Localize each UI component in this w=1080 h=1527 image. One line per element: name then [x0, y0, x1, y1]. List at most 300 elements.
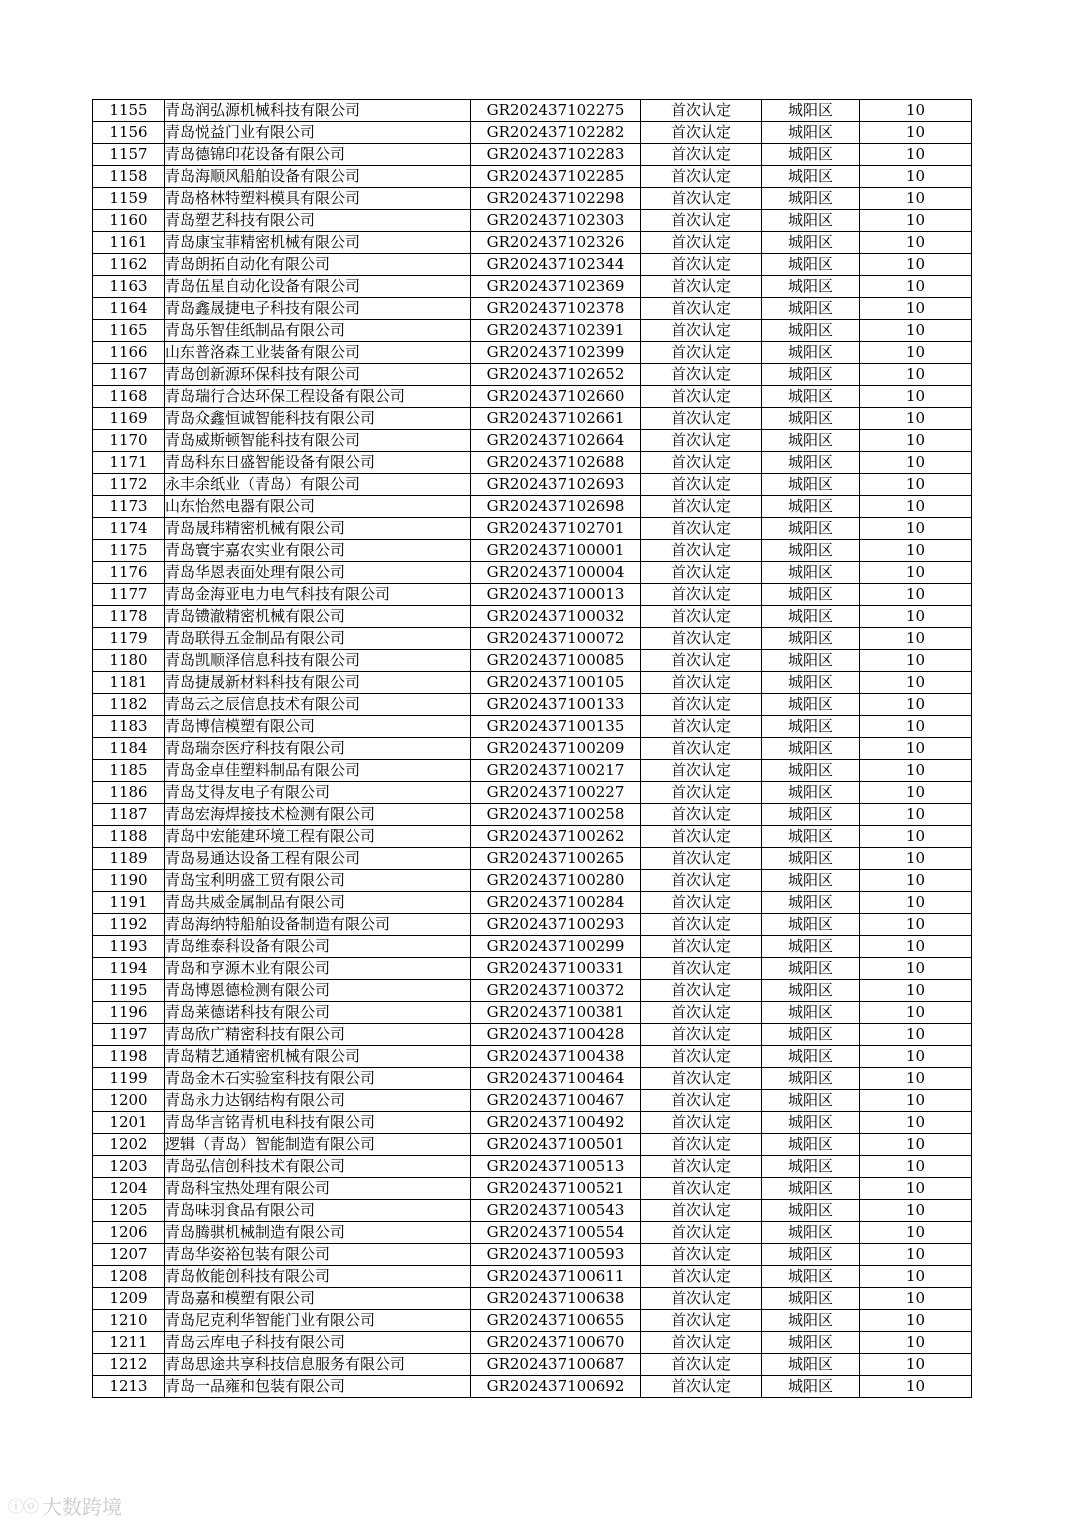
district: 城阳区 [762, 1002, 860, 1024]
company-name: 青岛中宏能建环境工程有限公司 [165, 826, 471, 848]
certification-type: 首次认定 [641, 144, 762, 166]
certification-type: 首次认定 [641, 1244, 762, 1266]
company-name: 青岛弘信创科技术有限公司 [165, 1156, 471, 1178]
district: 城阳区 [762, 1332, 860, 1354]
amount: 10 [860, 1222, 972, 1244]
company-name: 青岛博恩德检测有限公司 [165, 980, 471, 1002]
company-name: 青岛康宝菲精密机械有限公司 [165, 232, 471, 254]
row-number: 1196 [93, 1002, 165, 1024]
certificate-number: GR202437102303 [471, 210, 641, 232]
amount: 10 [860, 760, 972, 782]
table-row [93, 100, 972, 122]
table-row [93, 782, 972, 804]
certificate-number: GR202437102285 [471, 166, 641, 188]
table-row [93, 694, 972, 716]
amount: 10 [860, 606, 972, 628]
district: 城阳区 [762, 892, 860, 914]
table-row [93, 210, 972, 232]
certificate-number: GR202437102688 [471, 452, 641, 474]
company-name: 青岛格林特塑料模具有限公司 [165, 188, 471, 210]
company-name: 青岛悦益门业有限公司 [165, 122, 471, 144]
company-name: 青岛乐智佳纸制品有限公司 [165, 320, 471, 342]
amount: 10 [860, 364, 972, 386]
table-row [93, 1310, 972, 1332]
amount: 10 [860, 694, 972, 716]
certificate-number: GR202437100284 [471, 892, 641, 914]
table-row [93, 1002, 972, 1024]
row-number: 1191 [93, 892, 165, 914]
amount: 10 [860, 518, 972, 540]
certification-type: 首次认定 [641, 254, 762, 276]
company-name: 青岛永力达钢结构有限公司 [165, 1090, 471, 1112]
certificate-number: GR202437100521 [471, 1178, 641, 1200]
row-number: 1185 [93, 760, 165, 782]
company-name: 青岛易通达设备工程有限公司 [165, 848, 471, 870]
row-number: 1166 [93, 342, 165, 364]
table-row [93, 320, 972, 342]
amount: 10 [860, 1156, 972, 1178]
district: 城阳区 [762, 1222, 860, 1244]
row-number: 1183 [93, 716, 165, 738]
district: 城阳区 [762, 100, 860, 122]
company-name: 青岛博信模塑有限公司 [165, 716, 471, 738]
district: 城阳区 [762, 1024, 860, 1046]
certification-type: 首次认定 [641, 188, 762, 210]
row-number: 1181 [93, 672, 165, 694]
certification-type: 首次认定 [641, 320, 762, 342]
certificate-number: GR202437100438 [471, 1046, 641, 1068]
district: 城阳区 [762, 518, 860, 540]
company-name: 青岛镄澈精密机械有限公司 [165, 606, 471, 628]
row-number: 1188 [93, 826, 165, 848]
table-row [93, 166, 972, 188]
amount: 10 [860, 540, 972, 562]
certificate-number: GR202437100331 [471, 958, 641, 980]
table-row [93, 1046, 972, 1068]
row-number: 1159 [93, 188, 165, 210]
certificate-number: GR202437100258 [471, 804, 641, 826]
certification-type: 首次认定 [641, 650, 762, 672]
certificate-number: GR202437100209 [471, 738, 641, 760]
certification-type: 首次认定 [641, 276, 762, 298]
certificate-number: GR202437100217 [471, 760, 641, 782]
table-row [93, 650, 972, 672]
district: 城阳区 [762, 540, 860, 562]
table-row [93, 628, 972, 650]
district: 城阳区 [762, 1112, 860, 1134]
table-row [93, 1376, 972, 1398]
table-row [93, 1112, 972, 1134]
company-name: 青岛众鑫恒诚智能科技有限公司 [165, 408, 471, 430]
district: 城阳区 [762, 958, 860, 980]
company-name: 青岛凯顺泽信息科技有限公司 [165, 650, 471, 672]
watermark [8, 1491, 122, 1520]
certification-type: 首次认定 [641, 1068, 762, 1090]
certification-type: 首次认定 [641, 122, 762, 144]
row-number: 1186 [93, 782, 165, 804]
certification-type: 首次认定 [641, 210, 762, 232]
table-row [93, 254, 972, 276]
district: 城阳区 [762, 210, 860, 232]
certificate-number: GR202437100467 [471, 1090, 641, 1112]
table-row [93, 1222, 972, 1244]
district: 城阳区 [762, 606, 860, 628]
company-name: 青岛朗拓自动化有限公司 [165, 254, 471, 276]
certificate-number: GR202437100372 [471, 980, 641, 1002]
watermark-logo-icon: ⓘⓞ [8, 1497, 39, 1516]
district: 城阳区 [762, 694, 860, 716]
district: 城阳区 [762, 1200, 860, 1222]
certificate-number: GR202437100299 [471, 936, 641, 958]
district: 城阳区 [762, 782, 860, 804]
district: 城阳区 [762, 364, 860, 386]
certification-type: 首次认定 [641, 430, 762, 452]
certification-type: 首次认定 [641, 342, 762, 364]
company-name: 青岛思途共享科技信息服务有限公司 [165, 1354, 471, 1376]
certificate-number: GR202437100105 [471, 672, 641, 694]
district: 城阳区 [762, 1266, 860, 1288]
company-name: 青岛鑫晟捷电子科技有限公司 [165, 298, 471, 320]
amount: 10 [860, 848, 972, 870]
certification-type: 首次认定 [641, 1376, 762, 1398]
table-row [93, 562, 972, 584]
table-row [93, 1266, 972, 1288]
table-row [93, 826, 972, 848]
table-row [93, 1178, 972, 1200]
amount: 10 [860, 100, 972, 122]
certificate-number: GR202437100428 [471, 1024, 641, 1046]
certificate-number: GR202437100593 [471, 1244, 641, 1266]
certificate-number: GR202437102399 [471, 342, 641, 364]
row-number: 1198 [93, 1046, 165, 1068]
certificate-number: GR202437102661 [471, 408, 641, 430]
certificate-number: GR202437100655 [471, 1310, 641, 1332]
certificate-number: GR202437100692 [471, 1376, 641, 1398]
row-number: 1193 [93, 936, 165, 958]
district: 城阳区 [762, 166, 860, 188]
row-number: 1184 [93, 738, 165, 760]
table-row [93, 848, 972, 870]
amount: 10 [860, 1376, 972, 1398]
company-name: 青岛伍星自动化设备有限公司 [165, 276, 471, 298]
certification-type: 首次认定 [641, 1002, 762, 1024]
row-number: 1210 [93, 1310, 165, 1332]
certificate-number: GR202437100072 [471, 628, 641, 650]
certificate-number: GR202437100554 [471, 1222, 641, 1244]
row-number: 1189 [93, 848, 165, 870]
certificate-number: GR202437100085 [471, 650, 641, 672]
company-name: 青岛尼克利华智能门业有限公司 [165, 1310, 471, 1332]
row-number: 1195 [93, 980, 165, 1002]
company-name: 青岛海纳特船舶设备制造有限公司 [165, 914, 471, 936]
company-name: 青岛宏海焊接技术检测有限公司 [165, 804, 471, 826]
table-row [93, 980, 972, 1002]
certification-type: 首次认定 [641, 100, 762, 122]
certification-type: 首次认定 [641, 892, 762, 914]
certificate-number: GR202437100013 [471, 584, 641, 606]
company-name: 青岛和亨源木业有限公司 [165, 958, 471, 980]
certification-type: 首次认定 [641, 870, 762, 892]
district: 城阳区 [762, 474, 860, 496]
table-row [93, 1332, 972, 1354]
row-number: 1211 [93, 1332, 165, 1354]
row-number: 1202 [93, 1134, 165, 1156]
row-number: 1209 [93, 1288, 165, 1310]
amount: 10 [860, 650, 972, 672]
row-number: 1200 [93, 1090, 165, 1112]
amount: 10 [860, 804, 972, 826]
certificate-number: GR202437102344 [471, 254, 641, 276]
certification-type: 首次认定 [641, 914, 762, 936]
amount: 10 [860, 716, 972, 738]
certification-type: 首次认定 [641, 606, 762, 628]
certificate-number: GR202437102664 [471, 430, 641, 452]
amount: 10 [860, 342, 972, 364]
district: 城阳区 [762, 1376, 860, 1398]
district: 城阳区 [762, 232, 860, 254]
row-number: 1178 [93, 606, 165, 628]
certificate-number: GR202437100381 [471, 1002, 641, 1024]
district: 城阳区 [762, 430, 860, 452]
company-name: 青岛宝利明盛工贸有限公司 [165, 870, 471, 892]
table-body [93, 100, 972, 1398]
district: 城阳区 [762, 650, 860, 672]
certificate-number: GR202437102326 [471, 232, 641, 254]
row-number: 1170 [93, 430, 165, 452]
company-name: 青岛联得五金制品有限公司 [165, 628, 471, 650]
certification-type: 首次认定 [641, 1222, 762, 1244]
certificate-number: GR202437102660 [471, 386, 641, 408]
certificate-number: GR202437100280 [471, 870, 641, 892]
certificate-number: GR202437100670 [471, 1332, 641, 1354]
certificate-number: GR202437100293 [471, 914, 641, 936]
district: 城阳区 [762, 826, 860, 848]
amount: 10 [860, 1068, 972, 1090]
row-number: 1179 [93, 628, 165, 650]
certification-type: 首次认定 [641, 1046, 762, 1068]
row-number: 1172 [93, 474, 165, 496]
district: 城阳区 [762, 914, 860, 936]
company-name: 青岛攸能创科技有限公司 [165, 1266, 471, 1288]
company-name: 青岛一品雍和包装有限公司 [165, 1376, 471, 1398]
row-number: 1194 [93, 958, 165, 980]
certification-type: 首次认定 [641, 738, 762, 760]
row-number: 1168 [93, 386, 165, 408]
amount: 10 [860, 430, 972, 452]
certification-type: 首次认定 [641, 848, 762, 870]
company-name: 青岛金木石实验室科技有限公司 [165, 1068, 471, 1090]
amount: 10 [860, 320, 972, 342]
amount: 10 [860, 958, 972, 980]
district: 城阳区 [762, 298, 860, 320]
amount: 10 [860, 232, 972, 254]
table-row [93, 408, 972, 430]
company-name: 青岛科东日盛智能设备有限公司 [165, 452, 471, 474]
row-number: 1180 [93, 650, 165, 672]
amount: 10 [860, 738, 972, 760]
row-number: 1182 [93, 694, 165, 716]
row-number: 1161 [93, 232, 165, 254]
certification-type: 首次认定 [641, 760, 762, 782]
certification-type: 首次认定 [641, 958, 762, 980]
company-name: 青岛寰宇嘉农实业有限公司 [165, 540, 471, 562]
row-number: 1205 [93, 1200, 165, 1222]
district: 城阳区 [762, 254, 860, 276]
company-name: 山东怡然电器有限公司 [165, 496, 471, 518]
table-row [93, 892, 972, 914]
table-row [93, 672, 972, 694]
company-name: 青岛欣广精密科技有限公司 [165, 1024, 471, 1046]
district: 城阳区 [762, 848, 860, 870]
table-row [93, 452, 972, 474]
table-row [93, 474, 972, 496]
amount: 10 [860, 782, 972, 804]
row-number: 1197 [93, 1024, 165, 1046]
certificate-number: GR202437102283 [471, 144, 641, 166]
row-number: 1169 [93, 408, 165, 430]
district: 城阳区 [762, 804, 860, 826]
certification-type: 首次认定 [641, 1200, 762, 1222]
amount: 10 [860, 1024, 972, 1046]
certification-type: 首次认定 [641, 1090, 762, 1112]
district: 城阳区 [762, 1288, 860, 1310]
row-number: 1213 [93, 1376, 165, 1398]
row-number: 1175 [93, 540, 165, 562]
company-name: 逻辑（青岛）智能制造有限公司 [165, 1134, 471, 1156]
district: 城阳区 [762, 122, 860, 144]
amount: 10 [860, 1200, 972, 1222]
table-row [93, 496, 972, 518]
company-name: 青岛华姿裕包装有限公司 [165, 1244, 471, 1266]
row-number: 1165 [93, 320, 165, 342]
row-number: 1167 [93, 364, 165, 386]
table-row [93, 518, 972, 540]
table-row [93, 716, 972, 738]
certification-type: 首次认定 [641, 1266, 762, 1288]
certificate-number: GR202437100464 [471, 1068, 641, 1090]
company-name: 青岛艾得友电子有限公司 [165, 782, 471, 804]
company-name: 青岛味羽食品有限公司 [165, 1200, 471, 1222]
district: 城阳区 [762, 628, 860, 650]
district: 城阳区 [762, 1090, 860, 1112]
certificate-number: GR202437102282 [471, 122, 641, 144]
certification-type: 首次认定 [641, 1134, 762, 1156]
certification-type: 首次认定 [641, 936, 762, 958]
certification-type: 首次认定 [641, 474, 762, 496]
amount: 10 [860, 1244, 972, 1266]
watermark-text: 大数跨境 [42, 1495, 123, 1519]
certification-type: 首次认定 [641, 452, 762, 474]
certification-type: 首次认定 [641, 496, 762, 518]
district: 城阳区 [762, 1046, 860, 1068]
certification-type: 首次认定 [641, 804, 762, 826]
table-row [93, 430, 972, 452]
amount: 10 [860, 1332, 972, 1354]
row-number: 1158 [93, 166, 165, 188]
table-row [93, 1288, 972, 1310]
certification-type: 首次认定 [641, 628, 762, 650]
certification-type: 首次认定 [641, 782, 762, 804]
row-number: 1203 [93, 1156, 165, 1178]
table-row [93, 1156, 972, 1178]
company-name: 青岛嘉和模塑有限公司 [165, 1288, 471, 1310]
table-row [93, 606, 972, 628]
table-row [93, 342, 972, 364]
certification-type: 首次认定 [641, 1178, 762, 1200]
table-row [93, 1090, 972, 1112]
certification-type: 首次认定 [641, 1156, 762, 1178]
certificate-number: GR202437102369 [471, 276, 641, 298]
company-name: 青岛云库电子科技有限公司 [165, 1332, 471, 1354]
company-name: 永丰余纸业（青岛）有限公司 [165, 474, 471, 496]
district: 城阳区 [762, 320, 860, 342]
district: 城阳区 [762, 1310, 860, 1332]
row-number: 1163 [93, 276, 165, 298]
district: 城阳区 [762, 1156, 860, 1178]
company-name: 青岛华恩表面处理有限公司 [165, 562, 471, 584]
company-name: 青岛腾骐机械制造有限公司 [165, 1222, 471, 1244]
amount: 10 [860, 1354, 972, 1376]
certificate-number: GR202437102391 [471, 320, 641, 342]
district: 城阳区 [762, 1244, 860, 1266]
amount: 10 [860, 914, 972, 936]
certificate-number: GR202437102693 [471, 474, 641, 496]
table-row [93, 1200, 972, 1222]
certificate-number: GR202437102652 [471, 364, 641, 386]
table-row [93, 298, 972, 320]
row-number: 1207 [93, 1244, 165, 1266]
amount: 10 [860, 936, 972, 958]
certification-type: 首次认定 [641, 672, 762, 694]
amount: 10 [860, 826, 972, 848]
amount: 10 [860, 166, 972, 188]
certificate-number: GR202437100001 [471, 540, 641, 562]
amount: 10 [860, 474, 972, 496]
district: 城阳区 [762, 342, 860, 364]
row-number: 1174 [93, 518, 165, 540]
certification-type: 首次认定 [641, 980, 762, 1002]
certificate-number: GR202437100638 [471, 1288, 641, 1310]
certificate-number: GR202437100032 [471, 606, 641, 628]
district: 城阳区 [762, 562, 860, 584]
row-number: 1155 [93, 100, 165, 122]
certificate-number: GR202437100492 [471, 1112, 641, 1134]
company-name: 青岛科宝热处理有限公司 [165, 1178, 471, 1200]
certification-type: 首次认定 [641, 1024, 762, 1046]
amount: 10 [860, 1046, 972, 1068]
certificate-number: GR202437102275 [471, 100, 641, 122]
certification-type: 首次认定 [641, 1288, 762, 1310]
amount: 10 [860, 496, 972, 518]
amount: 10 [860, 584, 972, 606]
row-number: 1190 [93, 870, 165, 892]
district: 城阳区 [762, 936, 860, 958]
certification-type: 首次认定 [641, 364, 762, 386]
company-name: 青岛捷晟新材料科技有限公司 [165, 672, 471, 694]
certification-type: 首次认定 [641, 1354, 762, 1376]
table-row [93, 804, 972, 826]
certification-type: 首次认定 [641, 1332, 762, 1354]
amount: 10 [860, 298, 972, 320]
amount: 10 [860, 1090, 972, 1112]
amount: 10 [860, 254, 972, 276]
row-number: 1206 [93, 1222, 165, 1244]
table-row [93, 364, 972, 386]
table-row [93, 232, 972, 254]
amount: 10 [860, 870, 972, 892]
certificate-number: GR202437102698 [471, 496, 641, 518]
certification-type: 首次认定 [641, 694, 762, 716]
